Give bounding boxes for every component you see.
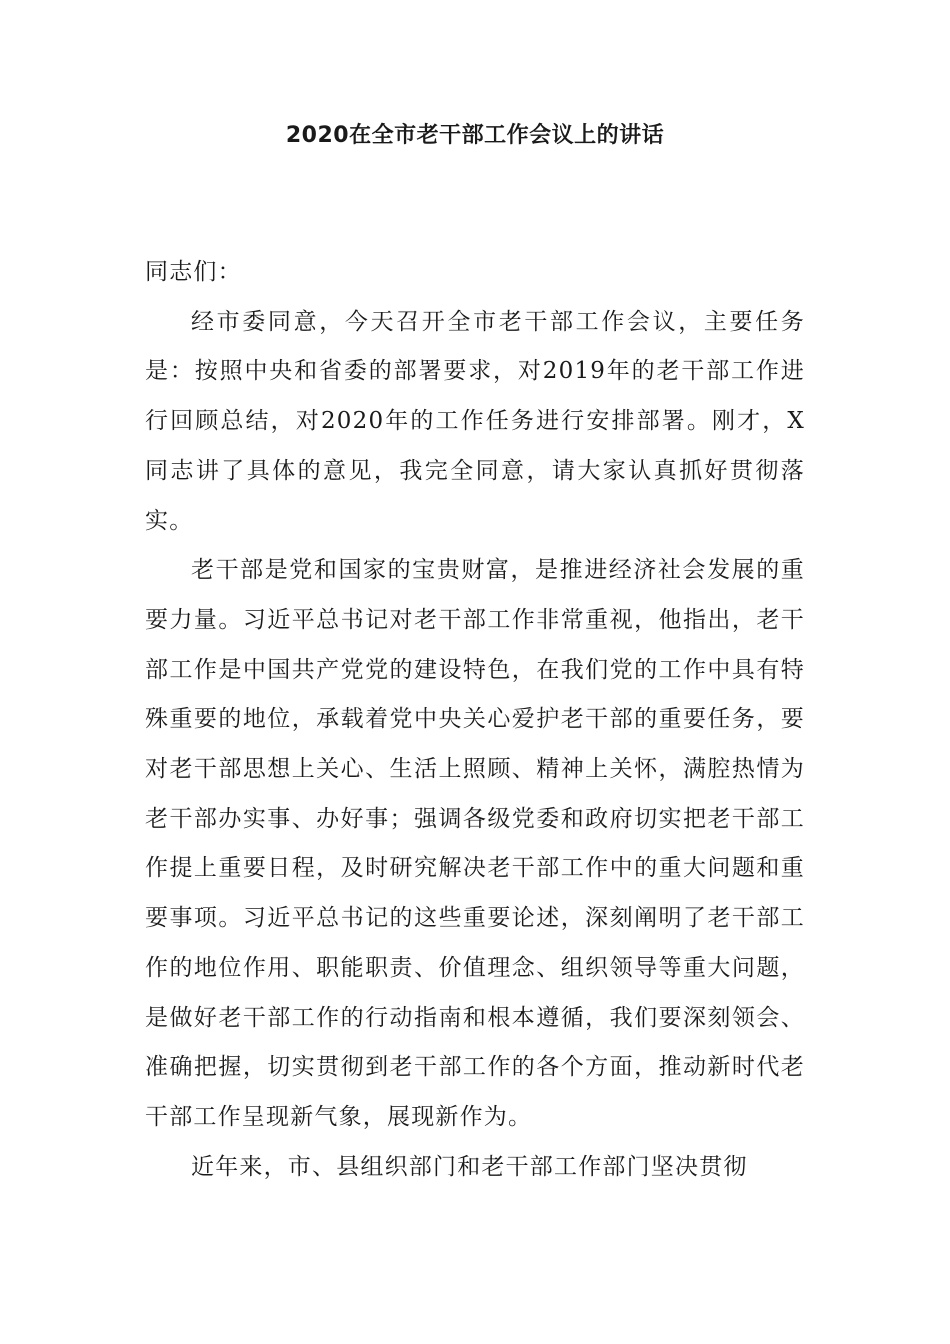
document-title: 2020在全市老干部工作会议上的讲话 [285,123,665,148]
paragraph-2: 老干部是党和国家的宝贵财富，是推进经济社会发展的重要力量。习近平总书记对老干部工作非常重视，他指出，老干部工作是中国共产党党的建设特色，在我们党的工作中具有特殊重要的地位，承载着党中央关心爱护老干部的重要任务，要对老干部思想上关心、生活上照顾、精神上关怀，满腔热情为老干部办实事、办好事；强调各级党委和政府切实把老干部工作提上重要日程，及时研究解决老干部工作中的重大问题和重要事项。习近平总书记的这些重要论述，深刻阐明了老干部工作的地位作用、职能职责、价值理念、组织领导等重大问题，是做好老干部工作的行动指南和根本遵循，我们要深刻领会、准确把握，切实贯彻到老干部工作的各个方面，推动新时代老干部工作呈现新气象，展现新作为。 [145,557,805,1130]
paragraph-3: 近年来，市、县组织部门和老干部工作部门坚决贯彻 [191,1153,748,1180]
salutation: 同志们： [145,259,242,285]
paragraph-1: 经市委同意，今天召开全市老干部工作会议，主要任务是：按照中央和省委的部署要求，对2019年的老干部工作进行回顾总结，对2020年的工作任务进行安排部署。刚才，X同志讲了具体的意见，我完全同意，请大家认真抓好贯彻落实。 [145,308,805,534]
document-body [145,248,805,1192]
